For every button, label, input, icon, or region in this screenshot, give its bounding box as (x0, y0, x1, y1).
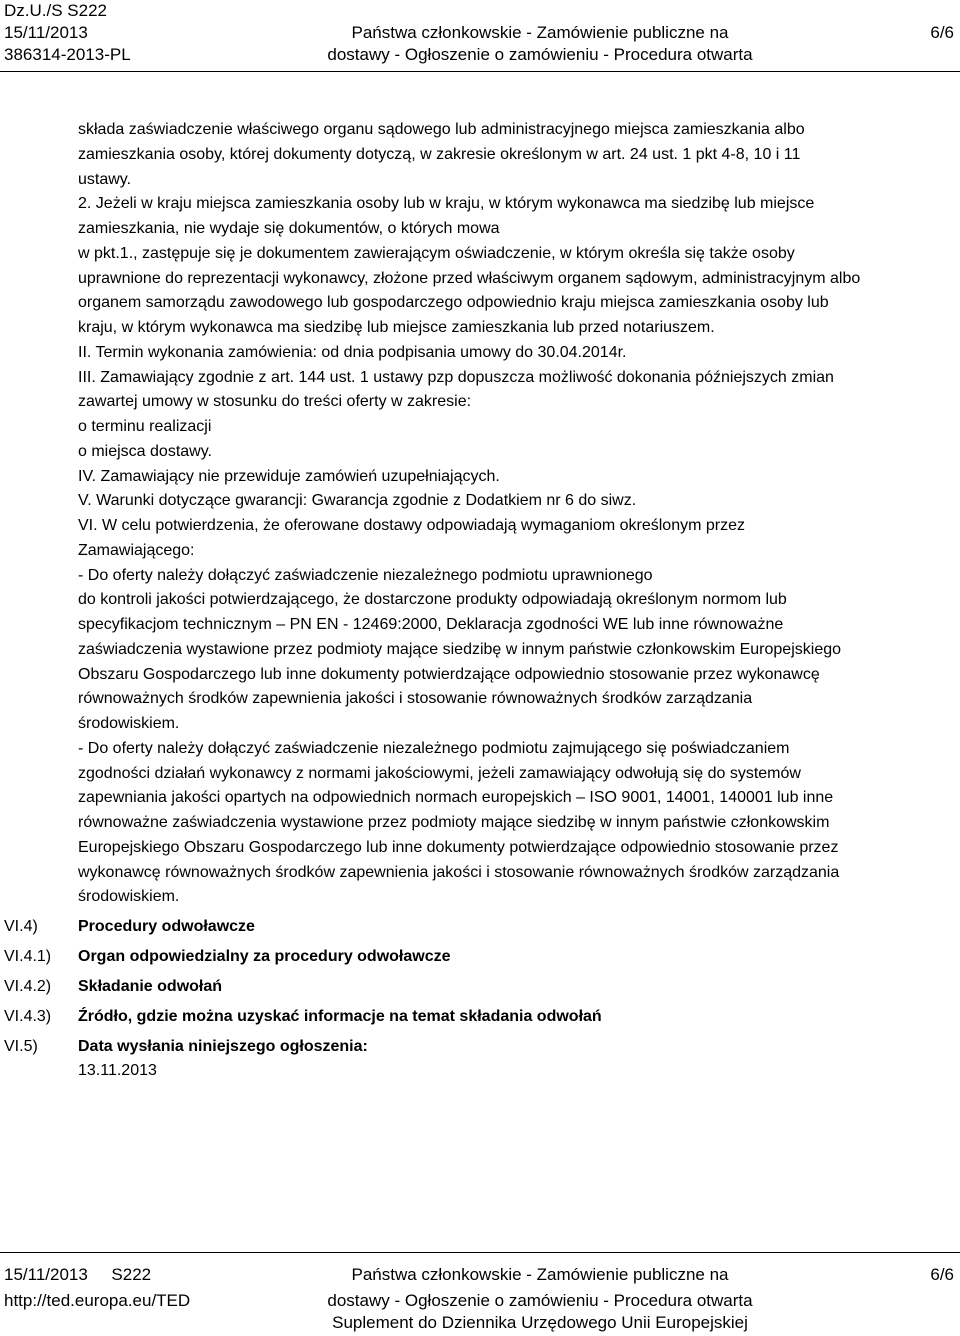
section-title: Data wysłania niniejszego ogłoszenia: (78, 1038, 368, 1055)
header-page-number: 6/6 (930, 23, 954, 42)
body-line: Zamawiającego: (78, 541, 195, 559)
body-line: zapewniania jakości opartych na odpowiednich normach europejskich – ISO 9001, 14001, 140001 lub inne (78, 789, 834, 807)
section-number: VI.4.2) (4, 978, 52, 995)
section-list (4, 918, 934, 1079)
body-line: równoważne zaświadczenia wystawione przez podmioty mające siedzibę w innym państwie członkowskim (78, 814, 830, 831)
body-line: równoważnych środków zapewnienia jakości i stosowanie równoważnych środków zarządzania (78, 690, 753, 708)
section-title: Składanie odwołań (78, 978, 223, 995)
body-line: o miejsca dostawy. (78, 442, 212, 460)
body-line: II. Termin wykonania zamówienia: od dnia podpisania umowy do 30.04.2014r. (78, 343, 627, 361)
body-line: w pkt.1., zastępuje się je dokumentem zawierającym oświadczenie, w którym określa się także osoby (78, 244, 795, 262)
body-line: ustawy. (78, 170, 132, 188)
body-line: zamieszkania, nie wydaje się dokumentów, o których mowa (78, 220, 500, 237)
section-number: VI.4.3) (4, 1008, 52, 1025)
body-line: V. Warunki dotyczące gwarancji: Gwarancja zgodnie z Dodatkiem nr 6 do siwz. (78, 492, 637, 510)
section-value: 13.11.2013 (78, 1062, 157, 1079)
body-line: specyfikacjom technicznym – PN EN - 12469:2000, Deklaracja zgodności WE lub inne równoważne (78, 616, 784, 633)
section-row (4, 918, 934, 948)
header-title-line1: Państwa członkowskie - Zamówienie publiczne na (351, 23, 729, 42)
doc-ref-link[interactable]: Dz.U./S S222 (4, 1, 107, 20)
section-title: Źródło, gdzie można uzyskać informacje na temat składania odwołań (78, 1008, 602, 1025)
footer-title-line1: Państwa członkowskie - Zamówienie publiczne na (351, 1265, 729, 1284)
section-row (4, 978, 934, 1008)
body-line: organem samorządu zawodowego lub gospodarczego odpowiednio kraju miejsca zamieszkania osoby lub (78, 294, 829, 312)
body-line: uprawnione do reprezentacji wykonawcy, złożone przed właściwym organem sądowym, administracyjnym albo (78, 269, 861, 287)
body-line: - Do oferty należy dołączyć zaświadczenie niezależnego podmiotu zajmującego się poświadczaniem (78, 739, 790, 757)
section-row (4, 1038, 934, 1079)
section-number: VI.5) (4, 1038, 38, 1055)
body-line: 2. Jeżeli w kraju miejsca zamieszkania osoby lub w kraju, w którym wykonawca ma siedzibę lub miejsce (78, 195, 815, 213)
footer-url-link[interactable]: http://ted.europa.eu/TED (4, 1291, 191, 1310)
body-line: składa zaświadczenie właściwego organu sądowego lub administracyjnego miejsca zamieszkania albo (78, 121, 805, 138)
notice-id: 386314-2013-PL (4, 45, 131, 64)
footer-divider (0, 1252, 960, 1253)
body-line: zawartej umowy w stosunku do treści oferty w zakresie: (78, 393, 472, 411)
body-line: IV. Zamawiający nie przewiduje zamówień uzupełniających. (78, 467, 500, 485)
footer-supplement: Suplement do Dziennika Urzędowego Unii Europejskiej (332, 1313, 748, 1332)
footer-page-number: 6/6 (930, 1265, 954, 1284)
body-line: Obszaru Gospodarczego lub inne dokumenty potwierdzające odpowiednio stosowanie przez wykonawcę (78, 665, 820, 683)
body-line: - Do oferty należy dołączyć zaświadczenie niezależnego podmiotu uprawnionego (78, 566, 653, 584)
header-title-line2: dostawy - Ogłoszenie o zamówieniu - Procedura otwarta (327, 45, 753, 64)
notice-body-text (78, 118, 928, 910)
section-number: VI.4) (4, 918, 38, 935)
body-line: środowiskiem. (78, 888, 180, 906)
section-title: Procedury odwoławcze (78, 918, 255, 935)
body-line: III. Zamawiający zgodnie z art. 144 ust. 1 ustawy pzp dopuszcza możliwość dokonania późniejszych zmian (78, 368, 834, 386)
section-row (4, 948, 934, 978)
footer-title-line2: dostawy - Ogłoszenie o zamówieniu - Procedura otwarta (327, 1291, 753, 1310)
body-line: zaświadczenia wystawione przez podmioty mające siedzibę w innym państwie członkowskim Europejskiego (78, 640, 842, 658)
section-row (4, 1008, 934, 1038)
body-line: zgodności działań wykonawcy z normami jakościowymi, jeżeli zamawiający odwołują się do systemów (78, 764, 801, 782)
body-line: środowiskiem. (78, 715, 180, 732)
body-line: kraju, w którym wykonawca ma siedzibę lub miejsce zamieszkania lub przed notariuszem. (78, 319, 715, 336)
header-divider (0, 71, 960, 72)
body-line: VI. W celu potwierdzenia, że oferowane dostawy odpowiadają wymaganiom określonym przez (78, 517, 745, 534)
footer-date-issue: 15/11/2013 S222 (4, 1265, 152, 1284)
section-title: Organ odpowiedzialny za procedury odwoławcze (78, 948, 451, 965)
body-line: Europejskiego Obszaru Gospodarczego lub inne dokumenty potwierdzające odpowiednio stosowanie przez (78, 838, 839, 856)
body-line: do kontroli jakości potwierdzającego, że dostarczone produkty odpowiadają określonym normom lub (78, 591, 787, 609)
body-line: wykonawcę równoważnych środków zapewnienia jakości i stosowanie równoważnych środków zarządzania (78, 863, 840, 881)
header-date: 15/11/2013 (4, 23, 88, 42)
section-number: VI.4.1) (4, 948, 52, 965)
body-line: o terminu realizacji (78, 418, 212, 435)
body-line: zamieszkania osoby, której dokumenty dotyczą, w zakresie określonym w art. 24 ust. 1 pkt 4-8, 10 i 11 (78, 145, 801, 163)
